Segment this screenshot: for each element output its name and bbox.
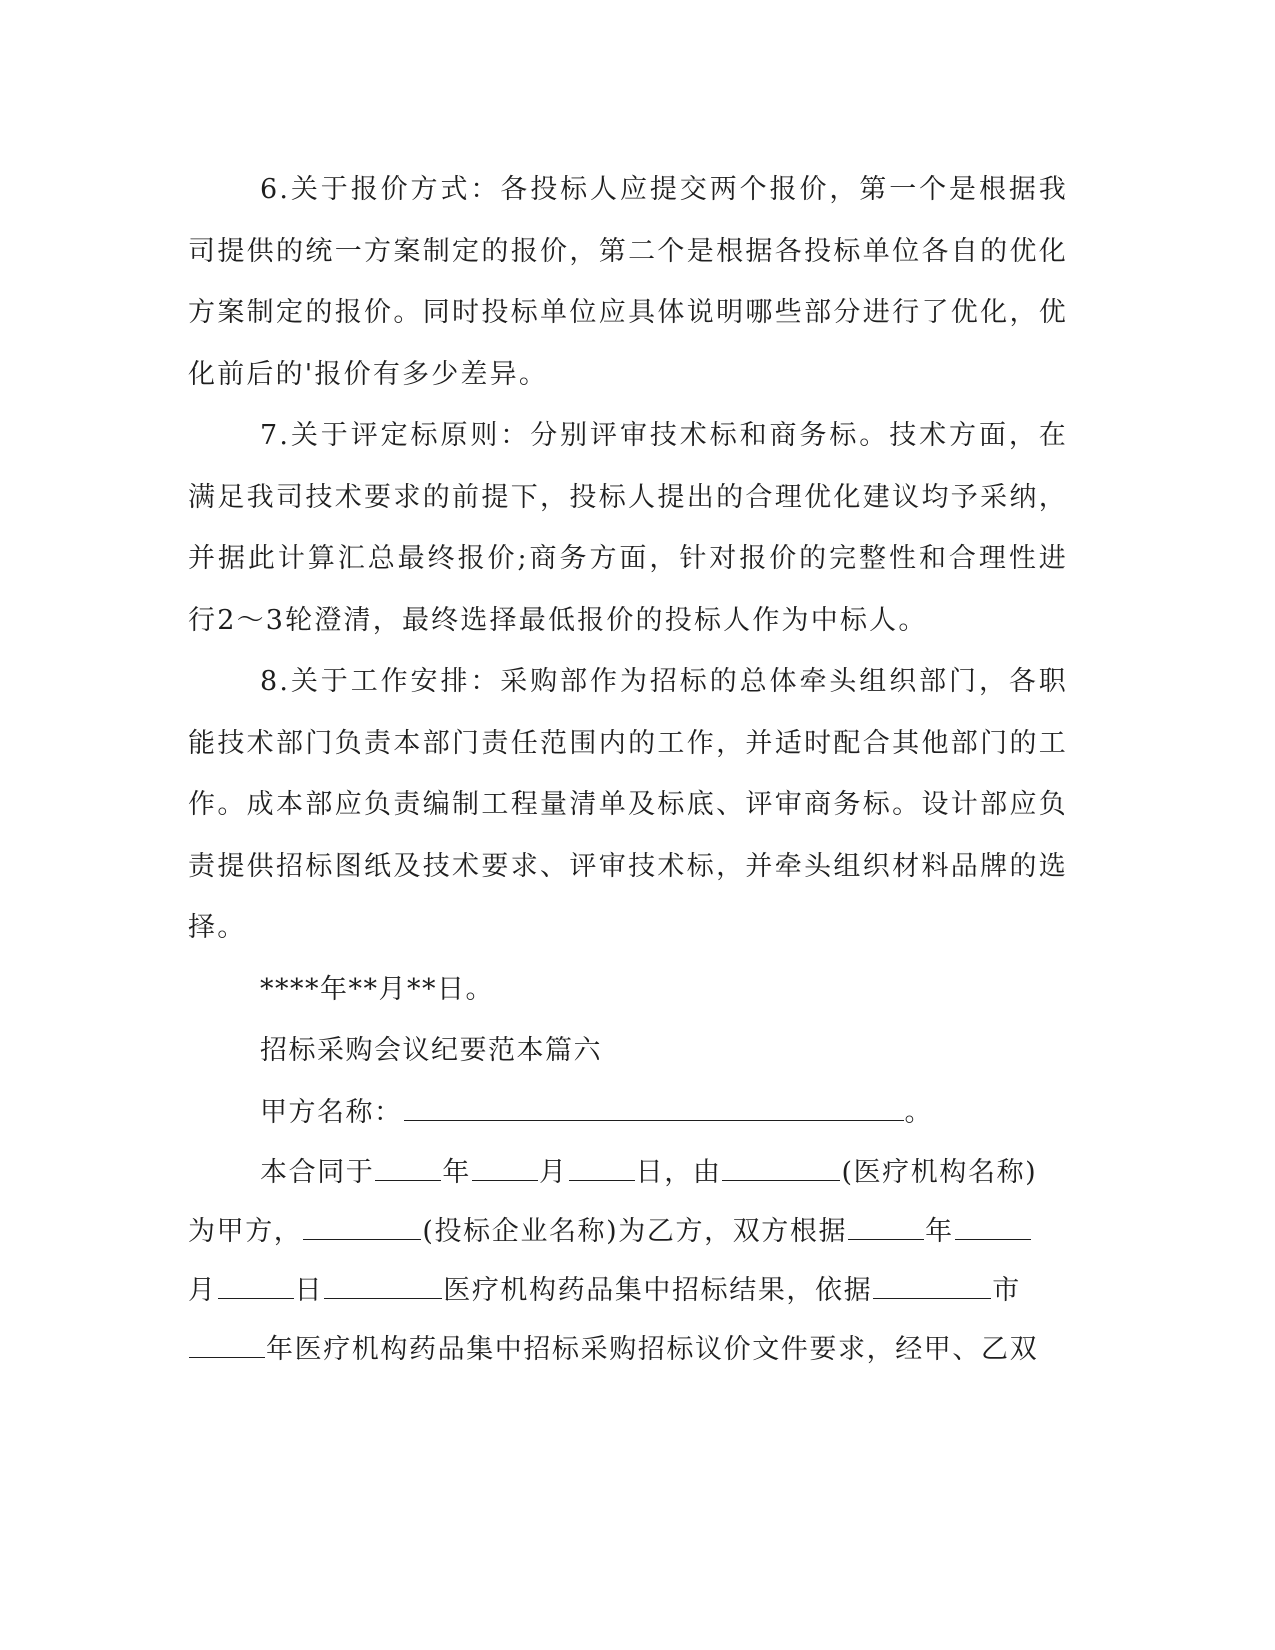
contract-text: (投标企业名称)为乙方，双方根据 bbox=[422, 1216, 848, 1247]
blank-field bbox=[303, 1209, 421, 1240]
contract-text: 年医疗机构药品集中招标采购招标议价文件要求，经甲、乙双 bbox=[266, 1334, 1039, 1365]
document-page bbox=[188, 159, 1068, 1379]
blank-field bbox=[569, 1150, 635, 1181]
contract-text: 为甲方， bbox=[188, 1216, 303, 1247]
contract-text: 月 bbox=[539, 1157, 568, 1188]
blank-field bbox=[218, 1268, 294, 1299]
contract-text: 医疗机构药品集中招标结果，依据 bbox=[443, 1275, 873, 1306]
party-a-label: 甲方名称： bbox=[260, 1096, 403, 1128]
blank-field bbox=[848, 1209, 924, 1240]
paragraph-quotation-method: 6.关于报价方式：各投标人应提交两个报价，第一个是根据我司提供的统一方案制定的报价，第二个是根据各投标单位各自的优化方案制定的报价。同时投标单位应具体说明哪些部分进行了优化，优化前后的'报价有多少差异。 bbox=[188, 174, 1068, 390]
paragraph-work-arrangement: 8.关于工作安排：采购部作为招标的总体牵头组织部门，各职能技术部门负责本部门责任范围内的工作，并适时配合其他部门的工作。成本部应负责编制工程量清单及标底、评审商务标。设计部应负责提供招标图纸及技术要求、评审技术标，并牵头组织材料品牌的选择。 bbox=[188, 666, 1068, 943]
contract-text: 月 bbox=[188, 1275, 217, 1306]
contract-text: (医疗机构名称) bbox=[841, 1157, 1038, 1188]
blank-field bbox=[873, 1268, 991, 1299]
blank-field bbox=[472, 1150, 538, 1181]
contract-row bbox=[188, 1202, 1068, 1261]
contract-row bbox=[188, 1320, 1068, 1379]
contract-row bbox=[188, 1261, 1068, 1320]
contract-intro bbox=[188, 1143, 1068, 1379]
section-title: 招标采购会议纪要范本篇六 bbox=[260, 1035, 602, 1066]
blank-field bbox=[189, 1327, 265, 1358]
blank-field bbox=[375, 1150, 441, 1181]
contract-text: 本合同于 bbox=[260, 1157, 375, 1188]
party-a-blank bbox=[404, 1090, 904, 1121]
party-a-line bbox=[188, 1082, 1068, 1144]
party-a-end: 。 bbox=[904, 1096, 933, 1128]
blank-field bbox=[955, 1209, 1031, 1240]
contract-text: 年 bbox=[925, 1216, 954, 1247]
contract-text: 年 bbox=[442, 1157, 472, 1188]
contract-text: 日，由 bbox=[635, 1157, 722, 1188]
date-line: ****年**月**日。 bbox=[260, 973, 494, 1005]
blank-field bbox=[324, 1268, 442, 1299]
paragraph-evaluation-principle: 7.关于评定标原则：分别评审技术标和商务标。技术方面，在满足我司技术要求的前提下，投标人提出的合理优化建议均予采纳，并据此计算汇总最终报价;商务方面，针对报价的完整性和合理性进行2～3轮澄清，最终选择最低报价的投标人作为中标人。 bbox=[188, 420, 1068, 636]
blank-field bbox=[722, 1150, 840, 1181]
contract-row bbox=[188, 1143, 1068, 1202]
contract-text: 市 bbox=[992, 1275, 1021, 1306]
contract-text: 日 bbox=[294, 1275, 324, 1306]
